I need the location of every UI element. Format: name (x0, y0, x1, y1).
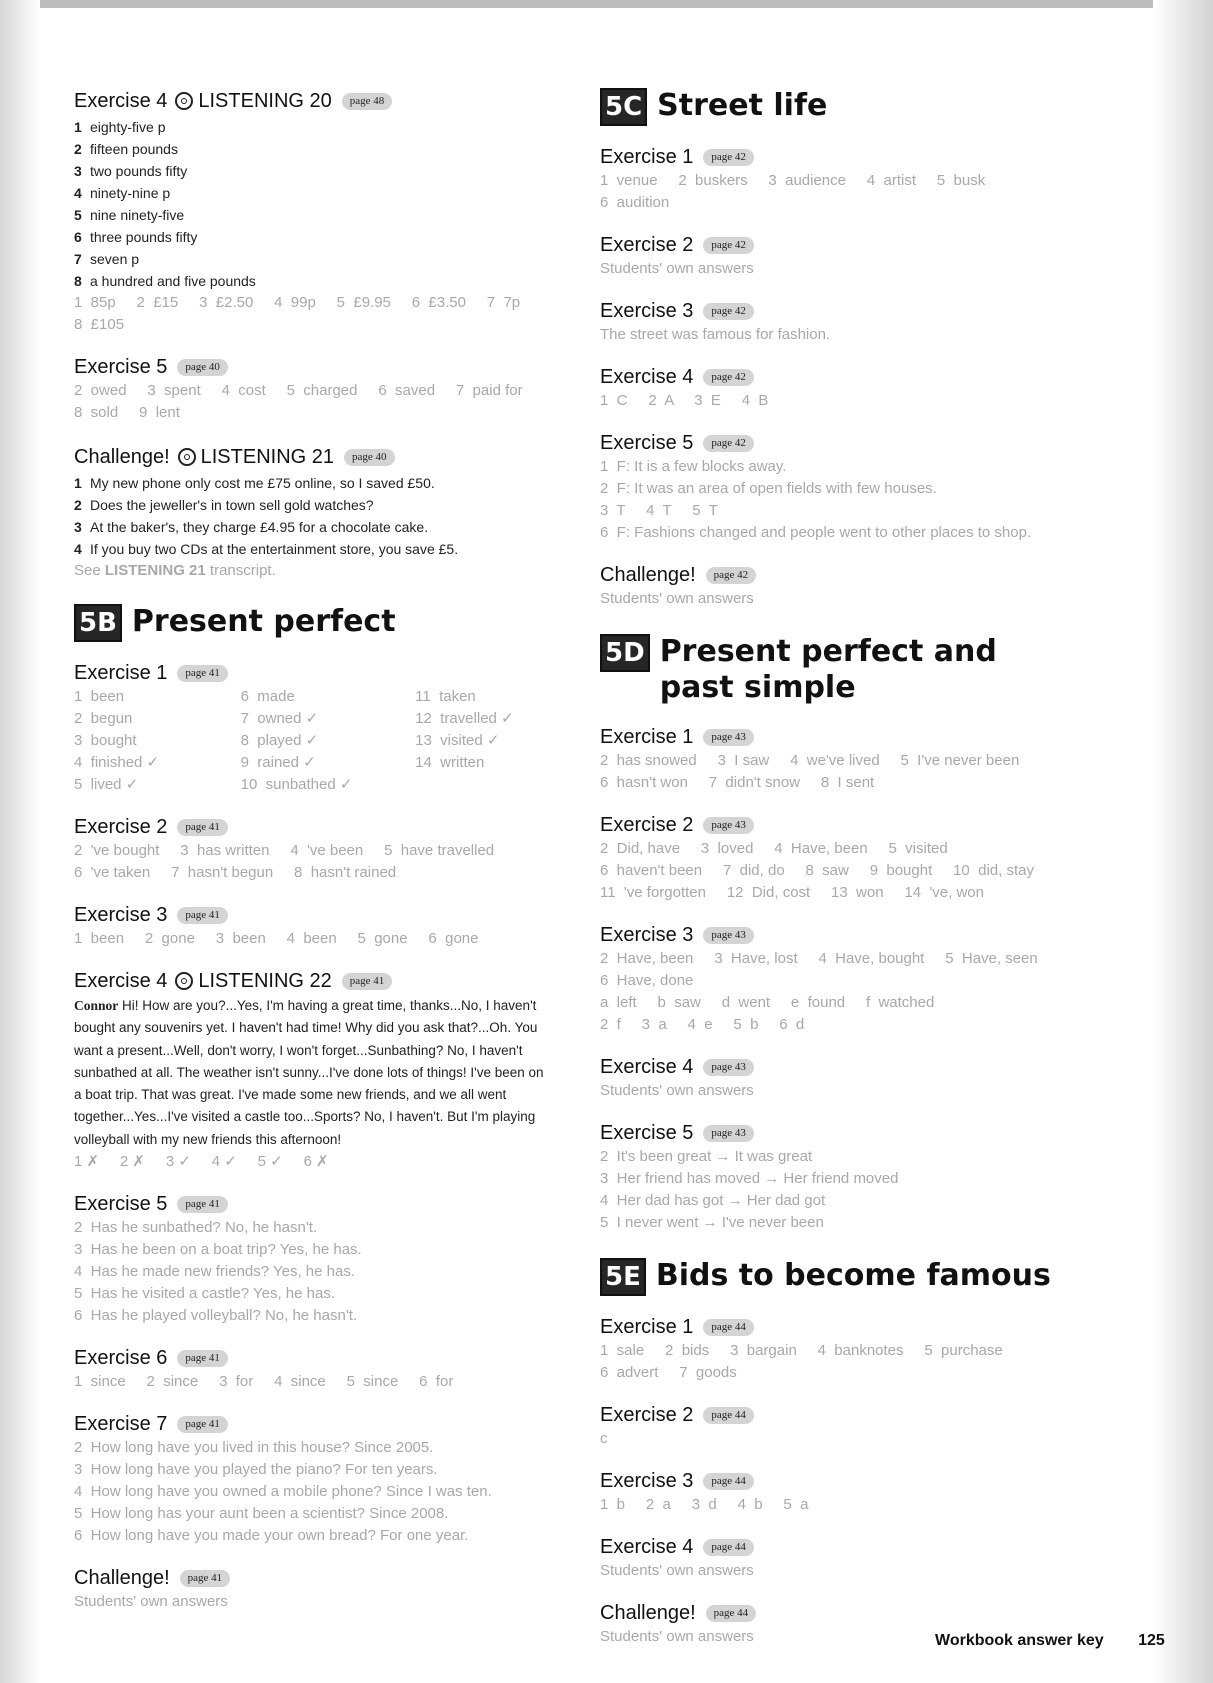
answer-line: 6 F: Fashions changed and people went to other places to shop. (600, 524, 1032, 541)
page-footer (935, 1632, 1165, 1650)
page-pill: page 48 (342, 93, 393, 110)
cd-icon (175, 972, 193, 990)
answer-line: 2 Did, have 3 loved 4 Have, been 5 visited (600, 840, 948, 857)
answer-line: 6 haven't been 7 did, do 8 saw 9 bought 10 did, stay (600, 862, 1034, 879)
answer-line: 6 advert 7 goods (600, 1364, 737, 1381)
answer-line: 11 've forgotten 12 Did, cost 13 won 14 've, won (600, 884, 984, 901)
answer-lines (600, 838, 1100, 904)
exercise-title: Exercise 1 (600, 1315, 694, 1338)
page-pill: page 41 (177, 1196, 228, 1213)
exercise-title: Exercise 1 (600, 725, 694, 748)
answer-line: 2 Have, been 3 Have, lost 4 Have, bought 5 Have, seen (600, 950, 1038, 967)
item-text: fifteen pounds (90, 141, 178, 157)
answer-line: 1 85p 2 £15 3 £2.50 4 99p 5 £9.95 6 £3.50 7 7p (74, 294, 521, 311)
answer-columns (74, 686, 554, 796)
page-pill: page 41 (180, 1570, 231, 1587)
challenge-listening-21 (74, 444, 554, 582)
page-pill: page 41 (177, 819, 228, 836)
listening-label: LISTENING 20 (198, 89, 332, 112)
page-pill: page 42 (703, 237, 754, 254)
item-number: 7 (74, 251, 82, 267)
list-item (74, 516, 554, 538)
page-number: 125 (1138, 1632, 1165, 1649)
item-text: ninety-nine p (90, 185, 171, 201)
exercise-title: Exercise 3 (600, 299, 694, 322)
answer-line: 2 has snowed 3 I saw 4 we've lived 5 I've never been (600, 752, 1020, 769)
exercise-1 (600, 1314, 1100, 1384)
item-text: If you buy two CDs at the entertainment store, you save £5. (90, 541, 459, 557)
section-title: Street life (657, 88, 828, 123)
exercise-title: Exercise 3 (600, 1469, 694, 1492)
footer-label: Workbook answer key (935, 1632, 1104, 1649)
answer-line: 2 F: It was an area of open fields with few houses. (600, 480, 937, 497)
right-column (600, 88, 1100, 1670)
section-title: Present perfect and past simple (659, 634, 997, 705)
page-pill: page 43 (703, 1125, 754, 1142)
item-text: two pounds fifty (90, 163, 188, 179)
answer-line: 4 Her dad has got → Her dad got (600, 1192, 826, 1209)
exercise-title: Exercise 2 (600, 233, 694, 256)
exercise-6 (74, 1345, 554, 1393)
answer-line: 5 I never went → I've never been (600, 1214, 824, 1231)
answer-line: 1 been (74, 688, 125, 705)
exercise-title: Exercise 3 (600, 923, 694, 946)
left-column (74, 88, 554, 1635)
page-pill: page 42 (706, 567, 757, 584)
exercise-title: Exercise 4 (600, 1535, 694, 1558)
list-item (74, 472, 554, 494)
answer-line: 11 taken (415, 688, 476, 705)
exercise-title: Exercise 6 (74, 1346, 168, 1369)
answer-line: 2 begun (74, 710, 133, 727)
exercise-title: Exercise 7 (74, 1412, 168, 1435)
exercise-title: Exercise 5 (600, 431, 694, 454)
list-item (74, 138, 554, 160)
exercise-title: Exercise 4 (600, 365, 694, 388)
answer-line: 10 sunbathed ✓ (240, 776, 353, 793)
exercise-4-listening-20 (74, 88, 554, 336)
list-item (74, 538, 554, 560)
answer-lines (600, 948, 1100, 1036)
exercise-title: Challenge! (600, 563, 696, 586)
page-pill: page 43 (703, 729, 754, 746)
list-item (74, 182, 554, 204)
answer-line: 2 How long have you lived in this house? Since 2005. (74, 1439, 434, 1457)
answer-line: 14 written (415, 754, 485, 771)
page-pill: page 44 (706, 1605, 757, 1622)
answer-line: 4 finished ✓ (74, 754, 160, 771)
exercise-1 (600, 724, 1100, 794)
page-pill: page 44 (703, 1473, 754, 1490)
transcript-text: Hi! How are you?...Yes, I'm having a great time, thanks...No, I haven't bought any souvenirs yet. I haven't had time! Why did you ask that?...Oh. You want a present...Well, don't worry, I won't forget...Sunbathing? No, I haven't sunbathed at all. The weather isn't sunny...I've done lots of things! I've been on a boat trip. That was great. I've made some new friends, and we all went together...Yes...I've visited a castle too...Sports? No, I haven't. But I'm playing volleyball with my new friends this afternoon! (74, 998, 544, 1147)
exercise-title: Challenge! (600, 1601, 696, 1624)
page-pill: page 44 (703, 1319, 754, 1336)
list-item (74, 494, 554, 516)
section-badge: 5C (600, 88, 647, 126)
answer-line: 8 £105 (74, 316, 125, 333)
item-text: nine ninety-five (90, 207, 185, 223)
page-pill: page 42 (703, 303, 754, 320)
section-heading-5b (74, 604, 554, 642)
section-badge: 5D (600, 634, 650, 672)
list-item (74, 160, 554, 182)
answer-line: 12 travelled ✓ (415, 710, 514, 727)
exercise-5 (74, 354, 554, 424)
section-heading-5c (600, 88, 1100, 126)
exercise-2 (600, 812, 1100, 904)
item-number: 2 (74, 497, 82, 513)
item-text: My new phone only cost me £75 online, so I saved £50. (90, 475, 435, 491)
answer-column (241, 686, 416, 796)
exercise-title: Exercise 4 (74, 89, 168, 112)
exercise-title: Challenge! (74, 1566, 170, 1589)
answer-line: 2 Has he sunbathed? No, he hasn't. (74, 1219, 318, 1237)
page-pill: page 41 (177, 665, 228, 682)
list-item (74, 116, 554, 138)
answer-line: 6 How long have you made your own bread? For one year. (74, 1527, 469, 1545)
exercise-3 (600, 1468, 1100, 1516)
answer-line: 6 hasn't won 7 didn't snow 8 I sent (600, 774, 875, 791)
answer-lines (600, 456, 1100, 544)
answer-line: 5 Has he visited a castle? Yes, he has. (74, 1285, 335, 1303)
answer-line: 2 've bought 3 has written 4 've been 5 have travelled (74, 842, 495, 859)
item-text: a hundred and five pounds (90, 273, 256, 289)
answer-line: c (600, 1430, 608, 1447)
exercise-title: Exercise 4 (600, 1055, 694, 1078)
page-pill: page 42 (703, 149, 754, 166)
list-item (74, 226, 554, 248)
page-pill: page 42 (703, 435, 754, 452)
exercise-title: Exercise 2 (600, 813, 694, 836)
answer-line: 8 played ✓ (240, 732, 319, 749)
exercise-2 (74, 814, 554, 884)
answer-column (415, 686, 554, 796)
answer-line: 1 F: It is a few blocks away. (600, 458, 787, 475)
answer-line: 3 T 4 T 5 T (600, 502, 718, 519)
list-item (74, 270, 554, 292)
exercise-3 (600, 298, 1100, 346)
list-item (74, 248, 554, 270)
answer-line: 9 rained ✓ (240, 754, 316, 771)
page-top-edge (0, 0, 1213, 8)
speaker-name: Connor (74, 998, 119, 1013)
listening-label: LISTENING 21 (200, 445, 335, 468)
exercise-2 (600, 1402, 1100, 1450)
page-pill: page 41 (177, 1416, 228, 1433)
exercise-3 (600, 922, 1100, 1036)
answer-line: 1 b 2 a 3 d 4 b 5 a (600, 1496, 809, 1513)
cd-icon (175, 92, 193, 110)
page-pill: page 42 (703, 369, 754, 386)
answer-line: 7 owned ✓ (240, 710, 319, 727)
answer-column (74, 686, 241, 796)
item-number: 1 (74, 119, 82, 135)
answer-lines (74, 1217, 554, 1327)
answer-line: 1 venue 2 buskers 3 audience 4 artist 5 busk (600, 172, 986, 189)
page-pill: page 41 (342, 973, 393, 990)
answer-line: The street was famous for fashion. (600, 326, 831, 343)
item-number: 2 (74, 141, 82, 157)
answer-line: 5 lived ✓ (74, 776, 139, 793)
cd-icon (178, 448, 196, 466)
page-pill: page 41 (177, 1350, 228, 1367)
answer-line: 6 Have, done (600, 972, 694, 989)
answer-line: 6 Has he played volleyball? No, he hasn't. (74, 1307, 358, 1325)
item-number: 5 (74, 207, 82, 223)
exercise-title: Exercise 2 (600, 1403, 694, 1426)
answer-line: 3 Her friend has moved → Her friend moved (600, 1170, 899, 1187)
answer-line: 6 made (240, 688, 295, 705)
exercise-7 (74, 1411, 554, 1547)
section-heading-5d (600, 634, 1100, 706)
item-number: 4 (74, 185, 82, 201)
item-number: 1 (74, 475, 82, 491)
answer-line: 4 How long have you owned a mobile phone? Since I was ten. (74, 1483, 492, 1501)
item-number: 6 (74, 229, 82, 245)
answer-line: 8 sold 9 lent (74, 404, 180, 421)
section-title: Present perfect (131, 604, 396, 639)
item-text: three pounds fifty (90, 229, 198, 245)
item-number: 3 (74, 163, 82, 179)
exercise-title: Exercise 3 (74, 903, 168, 926)
exercise-title: Exercise 5 (74, 1192, 168, 1215)
item-number: 4 (74, 541, 82, 557)
answer-line: Students' own answers (600, 590, 754, 607)
answer-line: 3 Has he been on a boat trip? Yes, he has. (74, 1241, 362, 1259)
exercise-title: Exercise 2 (74, 815, 168, 838)
listening-label: LISTENING 22 (198, 969, 332, 992)
page-pill: page 44 (703, 1407, 754, 1424)
exercise-4 (600, 1534, 1100, 1582)
answer-line: 2 It's been great → It was great (600, 1148, 813, 1165)
page-pill: page 43 (703, 817, 754, 834)
answer-line: 6 audition (600, 194, 670, 211)
section-badge: 5B (74, 604, 122, 642)
exercise-title: Exercise 1 (74, 661, 168, 684)
exercise-title: Exercise 4 (74, 969, 168, 992)
exercise-5 (74, 1191, 554, 1327)
exercise-title: Exercise 5 (74, 355, 168, 378)
answer-line: 3 bought (74, 732, 137, 749)
answer-line: 2 owed 3 spent 4 cost 5 charged 6 saved 7 paid for (74, 382, 523, 399)
section-title: Bids to become famous (655, 1258, 1051, 1293)
answer-line: Students' own answers (600, 1628, 754, 1645)
answer-line: 1 been 2 gone 3 been 4 been 5 gone 6 gone (74, 930, 479, 947)
answer-line: 6 've taken 7 hasn't begun 8 hasn't rained (74, 864, 397, 881)
exercise-title: Challenge! (74, 445, 170, 468)
exercise-4 (600, 364, 1100, 412)
section-heading-5e (600, 1258, 1100, 1296)
answer-line: Students' own answers (74, 1593, 228, 1611)
item-text: Does the jeweller's in town sell gold watches? (90, 497, 374, 513)
page-pill: page 44 (703, 1539, 754, 1556)
transcript-reference: See LISTENING 21 transcript. (74, 562, 276, 579)
item-text: eighty-five p (90, 119, 166, 135)
numbered-list (74, 116, 554, 292)
answer-line: 2 f 3 a 4 e 5 b 6 d (600, 1016, 805, 1033)
page-pill: page 40 (344, 449, 395, 466)
exercise-5 (600, 1120, 1100, 1234)
section-badge: 5E (600, 1258, 646, 1296)
answer-line: 3 How long have you played the piano? For ten years. (74, 1461, 438, 1479)
item-number: 8 (74, 273, 82, 289)
answer-line: a left b saw d went e found f watched (600, 994, 935, 1011)
answer-line: 1 since 2 since 3 for 4 since 5 since 6 for (74, 1373, 454, 1391)
exercise-1 (74, 660, 554, 796)
page-pill: page 40 (177, 359, 228, 376)
answer-line: 4 Has he made new friends? Yes, he has. (74, 1263, 356, 1281)
answer-line: Students' own answers (600, 1562, 754, 1579)
numbered-list (74, 472, 554, 560)
item-text: seven p (90, 251, 140, 267)
answer-lines (600, 1146, 1100, 1234)
answer-line: Students' own answers (600, 1082, 754, 1099)
transcript-paragraph (74, 995, 554, 1151)
exercise-title: Exercise 1 (600, 145, 694, 168)
item-text: At the baker's, they charge £4.95 for a chocolate cake. (90, 519, 429, 535)
challenge (74, 1565, 554, 1613)
exercise-3 (74, 902, 554, 950)
page-pill: page 41 (177, 907, 228, 924)
answer-line: 1 ✗ 2 ✗ 3 ✓ 4 ✓ 5 ✓ 6 ✗ (74, 1153, 329, 1171)
answer-line: 5 How long has your aunt been a scientist? Since 2008. (74, 1505, 449, 1523)
exercise-2 (600, 232, 1100, 280)
exercise-4 (600, 1054, 1100, 1102)
exercise-title: Exercise 5 (600, 1121, 694, 1144)
exercise-4-listening-22 (74, 968, 554, 1173)
answer-line: 13 visited ✓ (415, 732, 500, 749)
page-pill: page 43 (703, 1059, 754, 1076)
list-item (74, 204, 554, 226)
page-binding-shadow (0, 0, 40, 1683)
exercise-1 (600, 144, 1100, 214)
answer-line: Students' own answers (600, 260, 754, 277)
item-number: 3 (74, 519, 82, 535)
page-edge-shadow (1153, 0, 1213, 1683)
answer-line: 1 C 2 A 3 E 4 B (600, 392, 769, 409)
page-pill: page 43 (703, 927, 754, 944)
challenge (600, 562, 1100, 610)
answer-line: 1 sale 2 bids 3 bargain 4 banknotes 5 purchase (600, 1342, 1003, 1359)
exercise-5 (600, 430, 1100, 544)
answer-lines (74, 1437, 554, 1547)
